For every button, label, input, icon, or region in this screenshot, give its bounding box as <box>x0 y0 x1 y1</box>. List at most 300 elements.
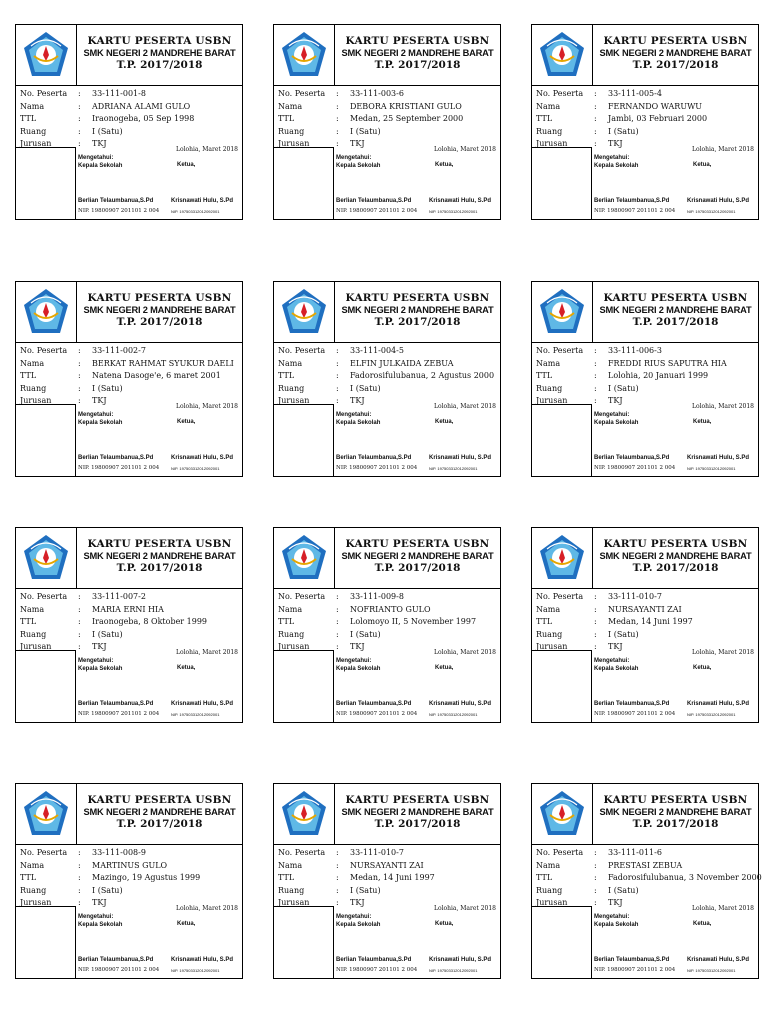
colon: : <box>594 629 597 639</box>
tut-wuri-handayani-logo <box>21 287 71 337</box>
card-titles <box>77 794 242 831</box>
participant-major-value: TKJ <box>92 642 107 651</box>
participant-number-value: 33-111-001-8 <box>92 89 146 98</box>
colon: : <box>78 358 81 368</box>
card-header <box>274 25 500 86</box>
participant-room-row <box>536 126 707 139</box>
colon: : <box>78 396 81 405</box>
participant-room-value: I (Satu) <box>92 126 123 136</box>
participant-name-label: Nama <box>536 604 561 614</box>
participant-room-label: Ruang <box>278 885 305 895</box>
chair-title: Ketua, <box>693 665 712 671</box>
participant-major-label: Jurusan <box>536 139 568 148</box>
school-year: T.P. 2017/2018 <box>632 316 719 328</box>
school-name: SMK NEGERI 2 MANDREHE BARAT <box>341 48 494 58</box>
participant-number-row <box>278 345 494 358</box>
participant-ttl-row <box>20 113 194 126</box>
chair-title: Ketua, <box>693 419 712 425</box>
acknowledgement <box>336 411 380 427</box>
participant-name-label: Nama <box>536 101 561 111</box>
participant-room-label: Ruang <box>20 383 47 393</box>
exam-card <box>273 527 501 723</box>
participant-number-label: No. Peserta <box>278 592 326 601</box>
participant-major-label: Jurusan <box>20 139 52 148</box>
participant-number-label: No. Peserta <box>536 848 584 857</box>
exam-card <box>15 527 243 723</box>
colon: : <box>336 617 339 626</box>
tut-wuri-handayani-logo <box>537 30 587 80</box>
participant-number-value: 33-111-010-7 <box>608 592 662 601</box>
participant-number-value: 33-111-005-4 <box>608 89 662 98</box>
participant-info <box>278 847 435 910</box>
acknowledgement <box>594 154 638 170</box>
colon: : <box>336 371 339 380</box>
participant-info <box>536 88 707 151</box>
school-name: SMK NEGERI 2 MANDREHE BARAT <box>83 807 236 817</box>
chair-name: Krisnawati Hulu, S.Pd <box>171 701 234 707</box>
logo-box <box>274 25 335 85</box>
card-title: KARTU PESERTA USBN <box>345 794 490 806</box>
issue-date: Lolohia, Maret 2018 <box>691 905 754 912</box>
chair-name: Krisnawati Hulu, S.Pd <box>687 701 750 707</box>
exam-card <box>531 783 762 979</box>
chair-nip: NIP. 197503312012092001 <box>171 968 220 973</box>
acknowledgement <box>336 913 380 929</box>
mengetahui-label: Mengetahui: <box>78 155 114 161</box>
participant-ttl-label: TTL <box>278 617 295 626</box>
participant-name-label: Nama <box>536 860 561 870</box>
participant-room-row <box>278 885 435 898</box>
tut-wuri-handayani-logo <box>537 789 587 839</box>
participant-room-row <box>20 629 207 642</box>
school-year: T.P. 2017/2018 <box>632 562 719 574</box>
chair-title: Ketua, <box>435 921 454 927</box>
card-titles <box>593 292 758 329</box>
school-name: SMK NEGERI 2 MANDREHE BARAT <box>599 551 752 561</box>
tut-wuri-handayani-logo <box>537 533 587 583</box>
colon: : <box>594 898 597 907</box>
participant-ttl-label: TTL <box>20 617 37 626</box>
participant-number-value: 33-111-007-2 <box>92 592 146 601</box>
colon: : <box>78 371 81 380</box>
logo-box <box>16 25 77 85</box>
chair-name: Krisnawati Hulu, S.Pd <box>171 455 234 461</box>
participant-ttl-row <box>20 616 207 629</box>
school-name: SMK NEGERI 2 MANDREHE BARAT <box>341 807 494 817</box>
card-titles <box>77 538 242 575</box>
participant-number-label: No. Peserta <box>536 592 584 601</box>
colon: : <box>336 860 339 870</box>
participant-room-row <box>536 383 727 396</box>
participant-number-label: No. Peserta <box>20 89 68 98</box>
card-header <box>532 784 758 845</box>
participant-name-value: PRESTASI ZEBUA <box>608 860 683 870</box>
chair-title: Ketua, <box>177 419 196 425</box>
participant-number-label: No. Peserta <box>536 346 584 355</box>
acknowledgement <box>336 154 380 170</box>
acknowledgement <box>594 657 638 673</box>
principal-title: Kepala Sekolah <box>336 163 381 169</box>
participant-name-value: NURSAYANTI ZAI <box>350 860 424 870</box>
principal-title: Kepala Sekolah <box>78 666 123 672</box>
principal-title: Kepala Sekolah <box>594 420 639 426</box>
participant-info <box>20 847 200 910</box>
participant-number-label: No. Peserta <box>278 848 326 857</box>
colon: : <box>594 126 597 136</box>
issue-date: Lolohia, Maret 2018 <box>175 146 238 153</box>
tut-wuri-handayani-logo <box>21 533 71 583</box>
participant-major-value: TKJ <box>92 898 107 907</box>
tut-wuri-handayani-logo <box>279 533 329 583</box>
principal-nip: NIP. 19800907 201101 2 004 <box>336 967 418 973</box>
mengetahui-label: Mengetahui: <box>336 658 372 664</box>
colon: : <box>78 617 81 626</box>
participant-major-label: Jurusan <box>20 642 52 651</box>
participant-ttl-value: Fadorosifulubanua, 3 November 2000 <box>608 873 762 882</box>
participant-name-label: Nama <box>20 860 45 870</box>
chair-name: Krisnawati Hulu, S.Pd <box>171 198 234 204</box>
principal-name: Berlian Telaumbanua,S.Pd <box>336 957 412 963</box>
issue-date: Lolohia, Maret 2018 <box>691 649 754 656</box>
participant-ttl-row <box>536 370 727 383</box>
participant-major-value: TKJ <box>608 898 623 907</box>
issue-date: Lolohia, Maret 2018 <box>433 403 496 410</box>
participant-room-label: Ruang <box>536 885 563 895</box>
colon: : <box>594 371 597 380</box>
participant-ttl-row <box>278 370 494 383</box>
photo-box <box>16 404 76 476</box>
participant-major-value: TKJ <box>350 396 365 405</box>
colon: : <box>78 592 81 601</box>
participant-number-row <box>20 88 194 101</box>
mengetahui-label: Mengetahui: <box>78 658 114 664</box>
participant-number-value: 33-111-010-7 <box>350 848 404 857</box>
card-titles <box>593 35 758 72</box>
colon: : <box>336 885 339 895</box>
logo-box <box>274 784 335 844</box>
participant-ttl-row <box>278 113 463 126</box>
participant-room-value: I (Satu) <box>350 629 381 639</box>
colon: : <box>594 617 597 626</box>
chair-nip: NIP. 197503312012092001 <box>429 209 478 214</box>
photo-box <box>274 404 334 476</box>
school-name: SMK NEGERI 2 MANDREHE BARAT <box>341 551 494 561</box>
participant-name-value: FREDDI RIUS SAPUTRA HIA <box>608 358 727 368</box>
participant-ttl-value: Medan, 14 Juni 1997 <box>608 617 693 626</box>
colon: : <box>78 89 81 98</box>
participant-name-label: Nama <box>278 860 303 870</box>
card-titles <box>335 35 500 72</box>
photo-box <box>274 650 334 722</box>
colon: : <box>594 642 597 651</box>
photo-box <box>532 650 592 722</box>
tut-wuri-handayani-logo <box>21 789 71 839</box>
principal-title: Kepala Sekolah <box>594 922 639 928</box>
participant-ttl-row <box>536 872 762 885</box>
principal-name: Berlian Telaumbanua,S.Pd <box>78 701 154 707</box>
chair-nip: NIP. 197503312012092001 <box>429 466 478 471</box>
participant-ttl-row <box>536 113 707 126</box>
colon: : <box>594 848 597 857</box>
principal-name: Berlian Telaumbanua,S.Pd <box>594 455 670 461</box>
participant-room-label: Ruang <box>536 383 563 393</box>
participant-major-label: Jurusan <box>536 396 568 405</box>
participant-ttl-value: Natena Dasoge'e, 6 maret 2001 <box>92 371 221 380</box>
participant-ttl-row <box>20 370 234 383</box>
school-name: SMK NEGERI 2 MANDREHE BARAT <box>599 807 752 817</box>
participant-number-row <box>20 345 234 358</box>
principal-title: Kepala Sekolah <box>336 420 381 426</box>
colon: : <box>78 126 81 136</box>
participant-name-value: NOFRIANTO GULO <box>350 604 431 614</box>
principal-title: Kepala Sekolah <box>78 163 123 169</box>
participant-number-label: No. Peserta <box>278 346 326 355</box>
tut-wuri-handayani-logo <box>21 30 71 80</box>
participant-name-label: Nama <box>278 358 303 368</box>
participant-major-value: TKJ <box>92 396 107 405</box>
colon: : <box>594 396 597 405</box>
participant-number-value: 33-111-003-6 <box>350 89 404 98</box>
chair-name: Krisnawati Hulu, S.Pd <box>687 455 750 461</box>
chair-title: Ketua, <box>177 921 196 927</box>
principal-title: Kepala Sekolah <box>336 666 381 672</box>
card-header <box>532 25 758 86</box>
colon: : <box>594 89 597 98</box>
school-year: T.P. 2017/2018 <box>116 59 203 71</box>
exam-card <box>15 24 243 220</box>
participant-name-value: NURSAYANTI ZAI <box>608 604 682 614</box>
card-header <box>274 784 500 845</box>
participant-name-label: Nama <box>20 101 45 111</box>
acknowledgement <box>78 657 122 673</box>
logo-box <box>532 282 593 342</box>
participant-ttl-row <box>20 872 200 885</box>
card-titles <box>335 538 500 575</box>
participant-name-row <box>278 604 476 617</box>
participant-info <box>278 591 476 654</box>
colon: : <box>78 139 81 148</box>
chair-nip: NIP. 197503312012092001 <box>687 712 736 717</box>
colon: : <box>78 383 81 393</box>
participant-room-label: Ruang <box>536 126 563 136</box>
participant-ttl-label: TTL <box>536 617 553 626</box>
issue-date: Lolohia, Maret 2018 <box>175 649 238 656</box>
participant-name-row <box>20 358 234 371</box>
colon: : <box>336 592 339 601</box>
principal-nip: NIP. 19800907 201101 2 004 <box>336 465 418 471</box>
issue-date: Lolohia, Maret 2018 <box>433 649 496 656</box>
colon: : <box>78 629 81 639</box>
colon: : <box>336 114 339 123</box>
participant-ttl-label: TTL <box>536 114 553 123</box>
colon: : <box>594 885 597 895</box>
school-name: SMK NEGERI 2 MANDREHE BARAT <box>599 48 752 58</box>
participant-number-value: 33-111-008-9 <box>92 848 146 857</box>
colon: : <box>336 873 339 882</box>
colon: : <box>594 101 597 111</box>
colon: : <box>594 139 597 148</box>
principal-name: Berlian Telaumbanua,S.Pd <box>78 957 154 963</box>
participant-name-value: FERNANDO WARUWU <box>608 101 703 111</box>
participant-number-row <box>536 88 707 101</box>
issue-date: Lolohia, Maret 2018 <box>175 403 238 410</box>
colon: : <box>336 629 339 639</box>
photo-box <box>274 906 334 978</box>
photo-box <box>16 147 76 219</box>
card-header <box>274 282 500 343</box>
participant-number-label: No. Peserta <box>20 848 68 857</box>
participant-major-label: Jurusan <box>278 642 310 651</box>
colon: : <box>78 860 81 870</box>
participant-room-row <box>536 885 762 898</box>
participant-ttl-label: TTL <box>278 371 295 380</box>
card-header <box>16 25 242 86</box>
participant-ttl-value: Medan, 14 Juni 1997 <box>350 873 435 882</box>
participant-room-value: I (Satu) <box>608 126 639 136</box>
tut-wuri-handayani-logo <box>537 287 587 337</box>
card-title: KARTU PESERTA USBN <box>603 292 748 304</box>
card-header <box>16 528 242 589</box>
card-title: KARTU PESERTA USBN <box>345 538 490 550</box>
participant-number-value: 33-111-011-6 <box>608 848 662 857</box>
card-titles <box>593 794 758 831</box>
participant-number-label: No. Peserta <box>536 89 584 98</box>
colon: : <box>336 126 339 136</box>
acknowledgement <box>78 411 122 427</box>
colon: : <box>78 898 81 907</box>
school-name: SMK NEGERI 2 MANDREHE BARAT <box>83 305 236 315</box>
principal-title: Kepala Sekolah <box>594 666 639 672</box>
participant-info <box>278 88 463 151</box>
logo-box <box>274 528 335 588</box>
participant-major-value: TKJ <box>608 642 623 651</box>
colon: : <box>594 346 597 355</box>
chair-nip: NIP. 197503312012092001 <box>171 712 220 717</box>
principal-name: Berlian Telaumbanua,S.Pd <box>336 701 412 707</box>
principal-name: Berlian Telaumbanua,S.Pd <box>336 198 412 204</box>
participant-number-row <box>278 88 463 101</box>
exam-card <box>273 24 501 220</box>
logo-box <box>16 528 77 588</box>
school-year: T.P. 2017/2018 <box>374 562 461 574</box>
school-name: SMK NEGERI 2 MANDREHE BARAT <box>83 48 236 58</box>
card-titles <box>593 538 758 575</box>
colon: : <box>594 873 597 882</box>
principal-title: Kepala Sekolah <box>78 922 123 928</box>
chair-title: Ketua, <box>435 162 454 168</box>
colon: : <box>336 898 339 907</box>
participant-room-label: Ruang <box>278 126 305 136</box>
participant-major-value: TKJ <box>608 396 623 405</box>
mengetahui-label: Mengetahui: <box>594 412 630 418</box>
participant-name-value: ELFIN JULKAIDA ZEBUA <box>350 358 454 368</box>
chair-name: Krisnawati Hulu, S.Pd <box>429 957 492 963</box>
participant-name-label: Nama <box>20 604 45 614</box>
chair-name: Krisnawati Hulu, S.Pd <box>429 455 492 461</box>
colon: : <box>336 396 339 405</box>
participant-number-row <box>536 591 693 604</box>
participant-name-row <box>20 101 194 114</box>
participant-ttl-label: TTL <box>278 873 295 882</box>
participant-info <box>536 345 727 408</box>
participant-major-label: Jurusan <box>20 898 52 907</box>
logo-box <box>16 282 77 342</box>
participant-ttl-value: Iraonogeba, 05 Sep 1998 <box>92 114 195 123</box>
participant-ttl-label: TTL <box>536 371 553 380</box>
acknowledgement <box>336 657 380 673</box>
photo-box <box>532 147 592 219</box>
card-titles <box>335 794 500 831</box>
colon: : <box>336 642 339 651</box>
tut-wuri-handayani-logo <box>279 287 329 337</box>
school-year: T.P. 2017/2018 <box>374 59 461 71</box>
chair-title: Ketua, <box>177 162 196 168</box>
issue-date: Lolohia, Maret 2018 <box>691 146 754 153</box>
issue-date: Lolohia, Maret 2018 <box>691 403 754 410</box>
logo-box <box>532 25 593 85</box>
tut-wuri-handayani-logo <box>279 30 329 80</box>
colon: : <box>78 114 81 123</box>
participant-ttl-value: Mazingo, 19 Agustus 1999 <box>92 873 201 882</box>
participant-room-label: Ruang <box>20 885 47 895</box>
colon: : <box>336 848 339 857</box>
participant-name-value: MARTINUS GULO <box>92 860 168 870</box>
mengetahui-label: Mengetahui: <box>594 658 630 664</box>
colon: : <box>78 604 81 614</box>
participant-number-row <box>536 847 762 860</box>
participant-name-value: DEBORA KRISTIANI GULO <box>350 101 462 111</box>
participant-ttl-value: Fadorosifulubanua, 2 Agustus 2000 <box>350 371 495 380</box>
participant-name-row <box>278 358 494 371</box>
participant-ttl-row <box>278 616 476 629</box>
school-year: T.P. 2017/2018 <box>116 562 203 574</box>
photo-box <box>16 650 76 722</box>
chair-title: Ketua, <box>435 665 454 671</box>
participant-number-label: No. Peserta <box>20 346 68 355</box>
participant-name-label: Nama <box>278 101 303 111</box>
participant-number-value: 33-111-009-8 <box>350 592 404 601</box>
card-header <box>16 784 242 845</box>
chair-nip: NIP. 197503312012092001 <box>687 968 736 973</box>
colon: : <box>78 101 81 111</box>
card-titles <box>335 292 500 329</box>
card-title: KARTU PESERTA USBN <box>603 538 748 550</box>
participant-major-value: TKJ <box>350 898 365 907</box>
mengetahui-label: Mengetahui: <box>594 914 630 920</box>
participant-ttl-label: TTL <box>278 114 295 123</box>
principal-nip: NIP. 19800907 201101 2 004 <box>78 465 160 471</box>
colon: : <box>336 604 339 614</box>
card-header <box>274 528 500 589</box>
principal-name: Berlian Telaumbanua,S.Pd <box>336 455 412 461</box>
participant-name-value: ADRIANA ALAMI GULO <box>92 101 191 111</box>
chair-nip: NIP. 197503312012092001 <box>171 466 220 471</box>
principal-nip: NIP. 19800907 201101 2 004 <box>594 711 676 717</box>
photo-box <box>16 906 76 978</box>
colon: : <box>594 358 597 368</box>
principal-name: Berlian Telaumbanua,S.Pd <box>78 455 154 461</box>
participant-name-row <box>278 101 463 114</box>
colon: : <box>594 592 597 601</box>
participant-name-row <box>536 101 707 114</box>
logo-box <box>274 282 335 342</box>
participant-name-label: Nama <box>20 358 45 368</box>
participant-room-value: I (Satu) <box>608 629 639 639</box>
participant-number-value: 33-111-006-3 <box>608 346 662 355</box>
participant-ttl-value: Iraonogeba, 8 Oktober 1999 <box>92 617 208 626</box>
principal-name: Berlian Telaumbanua,S.Pd <box>594 198 670 204</box>
card-title: KARTU PESERTA USBN <box>87 292 232 304</box>
